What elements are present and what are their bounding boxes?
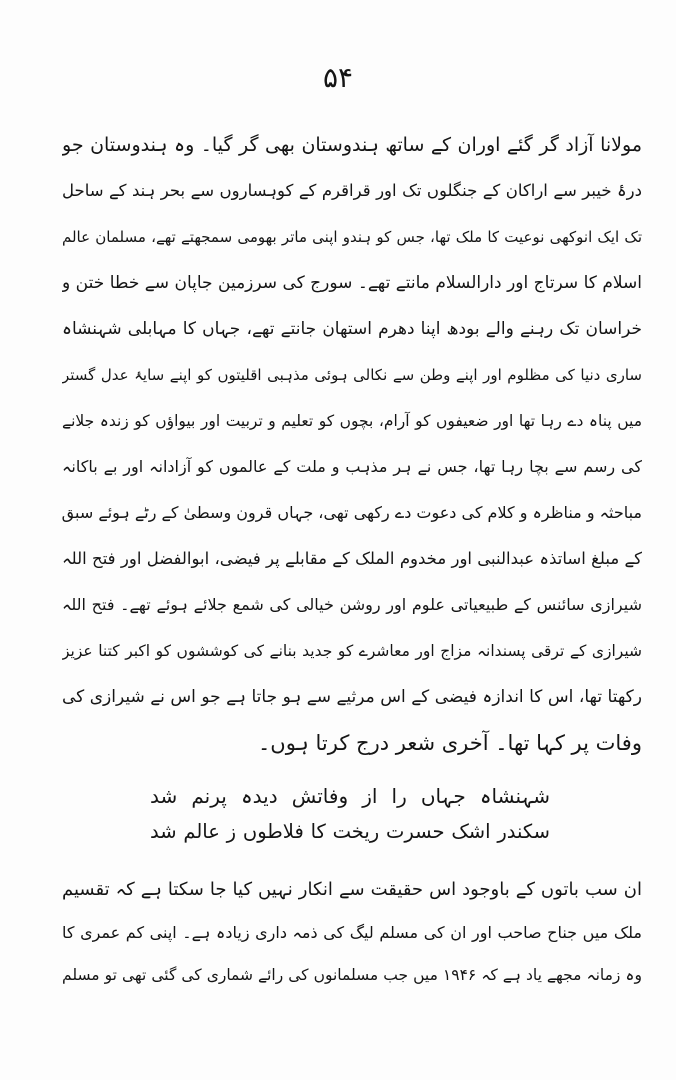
text-line: شیرازی سائنس کے طبیعیاتی علوم اور روشن خیالی کی شمع جلائے ہوئے تھے۔ فتح اللہ	[62, 595, 642, 614]
paragraph-2	[62, 868, 642, 997]
text-line: کے مبلغ اساتذہ عبدالنبی اور مخدوم الملک کے مقابلے پر فیضی، ابوالفضل اور فتح اللہ	[62, 549, 642, 568]
text-line: اسلام کا سرتاج اور دارالسلام مانتے تھے۔ سورج کی سرزمین جاپان سے خطا ختن و	[62, 273, 642, 293]
text-line: درۂ خیبر سے اراکان کے جنگلوں تک اور قراقرم کے کوہساروں سے بحر ہند کے ساحل	[62, 181, 642, 200]
text-line: کی رسم سے بچا رہا تھا، جس نے ہر مذہب و ملت کے عالموں کو آزادانہ اور بے باکانہ	[62, 457, 642, 476]
text-line: میں پناہ دے رہا تھا اور ضعیفوں کو آرام، بچوں کو تعلیم و تربیت اور بیواؤں کو زندہ جلانے	[62, 412, 642, 430]
persian-verse	[150, 778, 550, 850]
text-line: وفات پر کہا تھا۔ آخری شعر درج کرتا ہوں۔	[257, 731, 642, 755]
verse-line: سکندر اشک حسرت ریخت کا فلاطوں ز عالم شد	[150, 820, 550, 843]
text-line: مباحثہ و مناظرہ و کلام کی دعوت دے رکھی تھی، جہاں قرون وسطیٰ کے رٹے ہوئے سبق	[62, 503, 642, 522]
paragraph-1	[62, 122, 642, 766]
text-line: شیرازی کے ترقی پسندانہ مزاج اور معاشرے کو جدید بنانے کی کوششوں کو اکبر کتنا عزیز	[62, 642, 642, 660]
text-line: خراسان تک رہنے والے بودھ اپنا دھرم استھان جانتے تھے، جہاں کا مہابلی شہنشاہ	[62, 319, 642, 339]
text-line: ساری دنیا کی مظلوم اور اپنے وطن سے نکالی ہوئی مذہبی اقلیتوں کو اپنے سایۂ عدل گستر	[62, 366, 642, 384]
text-line: مولانا آزاد گر گئے اوران کے ساتھ ہندوستان بھی گر گیا۔ وہ ہندوستان جو	[62, 134, 642, 156]
text-line: رکھتا تھا، اس کا اندازہ فیضی کے اس مرثیے سے ہو جاتا ہے جو اس نے شیرازی کی	[62, 687, 642, 707]
text-line: ان سب باتوں کے باوجود اس حقیقت سے انکار نہیں کیا جا سکتا ہے کہ تقسیم	[62, 879, 642, 900]
page-number: ۵۴	[322, 61, 354, 94]
text-line: وہ زمانہ مجھے یاد ہے کہ ۱۹۴۶ میں جب مسلمانوں کی رائے شماری کی گئی تھی تو مسلم	[62, 966, 642, 984]
text-line: ملک میں جناح صاحب اور ان کی مسلم لیگ کی ذمہ داری زیادہ ہے۔ اپنی کم عمری کا	[62, 923, 642, 942]
text-line: تک ایک انوکھی نوعیت کا ملک تھا، جس کو ہندو اپنی ماتر بھومی سمجھتے تھے، مسلمان عالم	[62, 228, 642, 246]
verse-line: شہنشاہ جہاں را از وفاتش دیدہ پرنم شد	[150, 784, 550, 808]
